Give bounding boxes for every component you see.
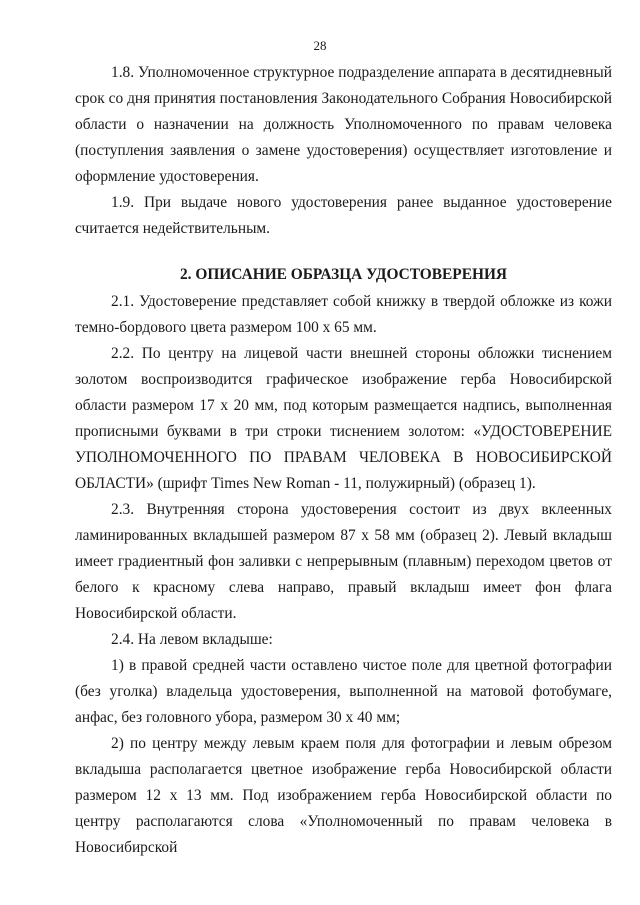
spacer	[75, 242, 612, 262]
paragraph-2-2: 2.2. По центру на лицевой части внешней стороны обложки тиснением золотом воспроизводится графическое изображение герба Новосибирской области размером 17 х 20 мм, под которым размещается надпись, выполненная прописными буквами в три строки тиснением золотом: «УДОСТОВЕРЕНИЕ УПОЛНОМОЧЕННОГО ПО ПРАВАМ ЧЕЛОВЕКА В НОВОСИБИРСКОЙ ОБЛАСТИ» (шрифт Times New Roman - 11, полужирный) (образец 1).	[75, 345, 612, 492]
paragraph-2-4-item-1: 1) в правой средней части оставлено чистое поле для цветной фотографии (без уголка) владельца удостоверения, выполненной на матовой фотобумаге, анфас, без головного убора, размером 30 х 40 мм;	[75, 657, 612, 726]
paragraph-2-4-item-2: 2) по центру между левым краем поля для фотографии и левым обрезом вкладыша располагается цветное изображение герба Новосибирской области размером 12 х 13 мм. Под изображением герба Новосибирской области по центру располагаются слова «Уполномоченный по правам человека в Новосибирской	[75, 735, 612, 856]
section-heading: 2. ОПИСАНИЕ ОБРАЗЦА УДОСТОВЕРЕНИЯ	[179, 266, 508, 283]
page-number: 28	[313, 38, 327, 53]
document-body	[75, 60, 612, 861]
paragraph-2-3: 2.3. Внутренняя сторона удостоверения состоит из двух вклеенных ламинированных вкладышей размером 87 х 58 мм (образец 2). Левый вкладыш имеет градиентный фон заливки с непрерывным (плавным) переходом цветов от белого к красному слева направо, правый вкладыш имеет фон флага Новосибирской области.	[75, 501, 612, 622]
paragraph-1-9: 1.9. При выдаче нового удостоверения ранее выданное удостоверение считается недействительным.	[75, 194, 612, 237]
paragraph-1-8: 1.8. Уполномоченное структурное подразделение аппарата в десятидневный срок со дня принятия постановления Законодательного Собрания Новосибирской области о назначении на должность Уполномоченного по правам человека (поступления заявления о замене удостоверения) осуществляет изготовление и оформление удостоверения.	[75, 64, 612, 185]
paragraph-2-1: 2.1. Удостоверение представляет собой книжку в твердой обложке из кожи темно-бордового цвета размером 100 х 65 мм.	[75, 293, 612, 336]
paragraph-2-4: 2.4. На левом вкладыше:	[111, 631, 273, 648]
